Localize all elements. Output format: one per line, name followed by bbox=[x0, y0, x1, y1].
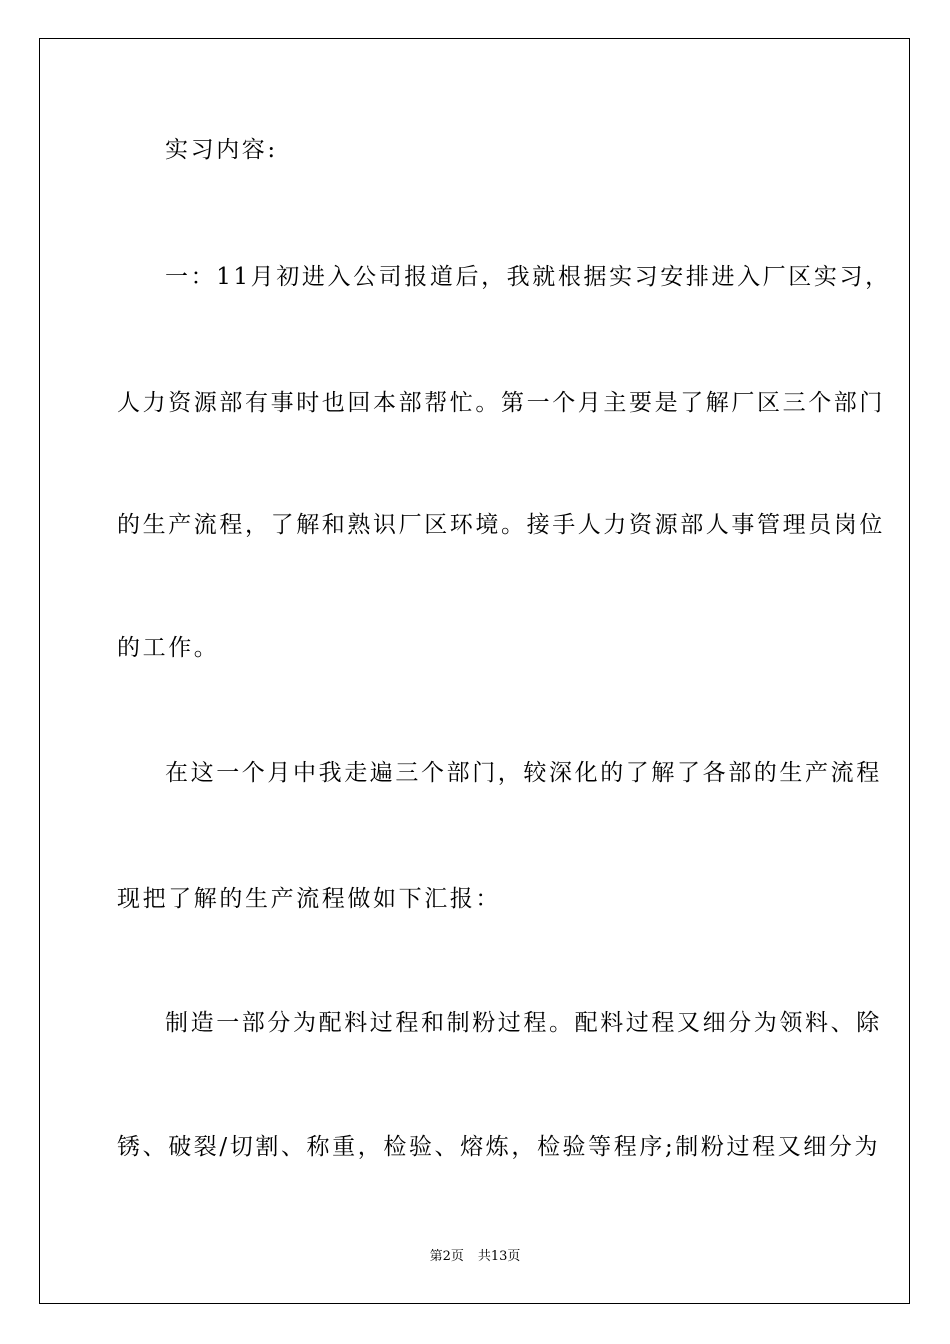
paragraph-line: 的生产流程，了解和熟识厂区环境。接手人力资源部人事管理员岗位 bbox=[117, 512, 885, 538]
paragraph-line: 的工作。 bbox=[117, 635, 220, 661]
section-heading: 实习内容: bbox=[165, 137, 278, 163]
page-total: 共13页 bbox=[477, 1249, 521, 1264]
paragraph-line: 人力资源部有事时也回本部帮忙。第一个月主要是了解厂区三个部门 bbox=[117, 390, 885, 416]
paragraph-line: 现把了解的生产流程做如下汇报： bbox=[117, 886, 501, 912]
page-border bbox=[39, 38, 910, 1304]
paragraph-line: 锈、破裂/切割、称重，检验、熔炼，检验等程序;制粉过程又细分为 bbox=[117, 1134, 881, 1160]
paragraph-line: 在这一个月中我走遍三个部门，较深化的了解了各部的生产流程 bbox=[165, 760, 882, 786]
paragraph-line: 一：11月初进入公司报道后，我就根据实习安排进入厂区实习， bbox=[165, 264, 891, 290]
page-footer bbox=[0, 1248, 950, 1266]
page-number: 第2页 bbox=[429, 1249, 464, 1264]
paragraph-line: 制造一部分为配料过程和制粉过程。配料过程又细分为领料、除 bbox=[165, 1010, 882, 1036]
